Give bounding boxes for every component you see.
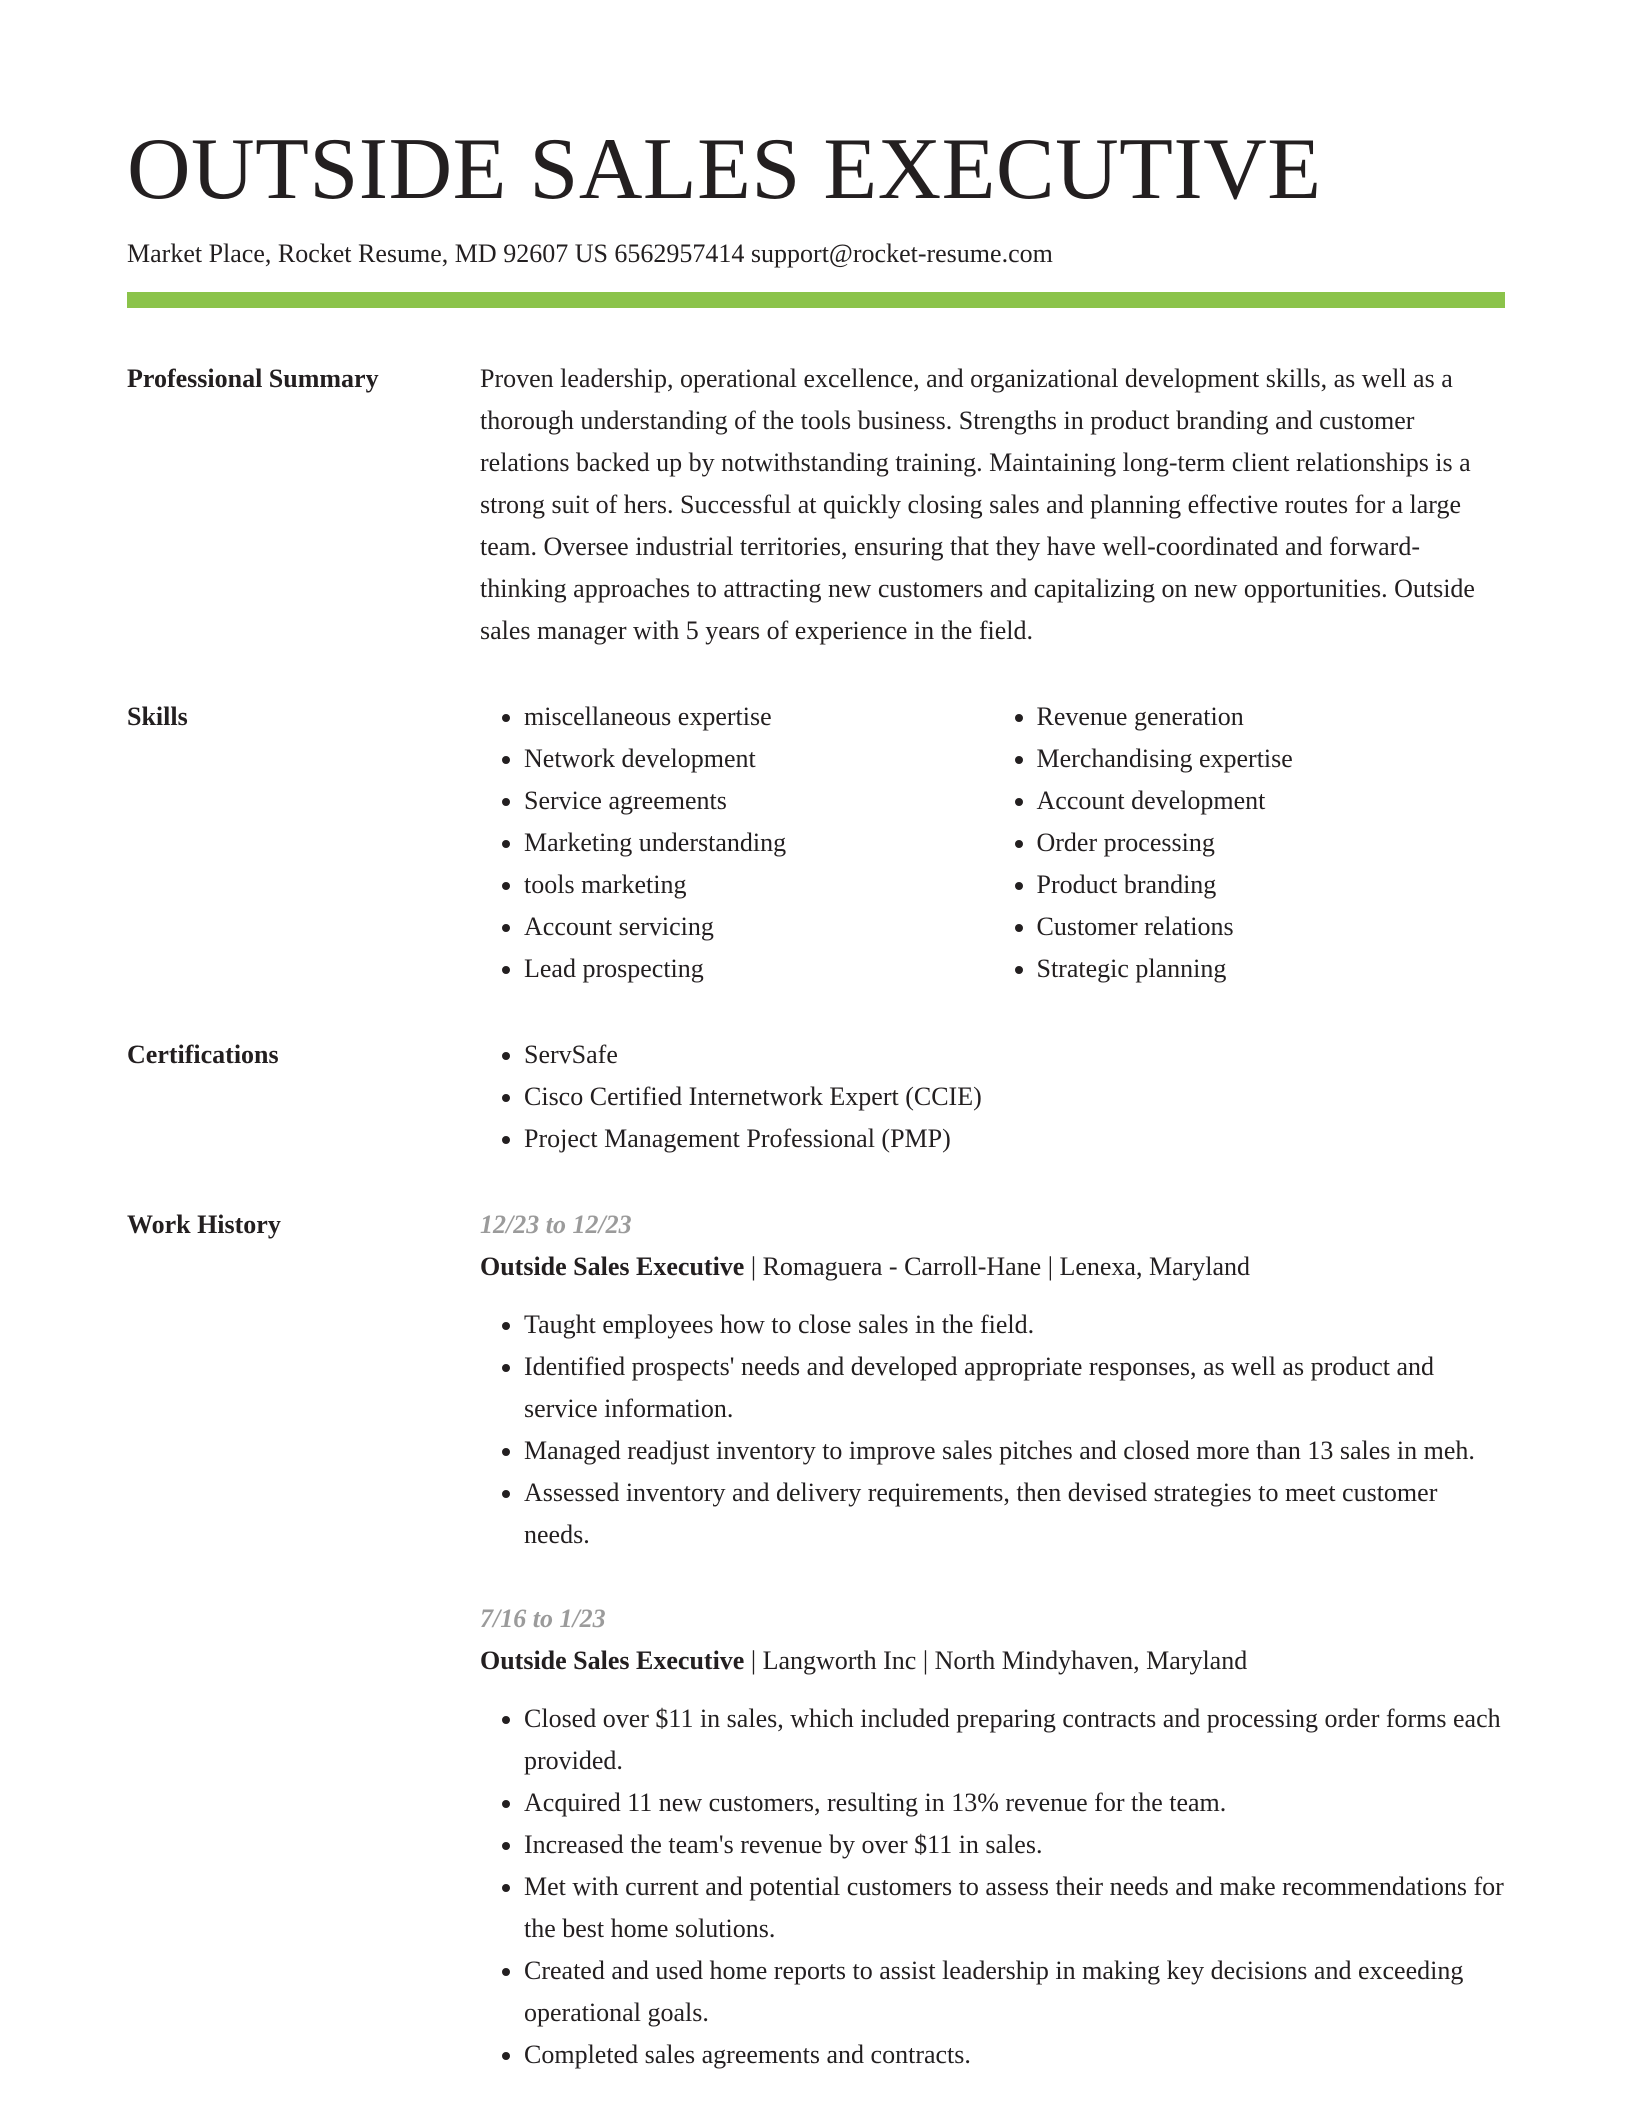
skill-item: • Account servicing [524, 906, 993, 948]
skill-item: • Account development [1037, 780, 1506, 822]
job-bullet: • Managed readjust inventory to improve sales pitches and closed more than 13 sales in meh. [524, 1430, 1505, 1472]
work-history-body [480, 1204, 1505, 2076]
skill-item: • Customer relations [1037, 906, 1506, 948]
job-entry [480, 1598, 1505, 2076]
job-title: Outside Sales Executive [480, 1252, 745, 1281]
skill-item: • Product branding [1037, 864, 1506, 906]
job-bullet: • Taught employees how to close sales in the field. [524, 1304, 1505, 1346]
job-title: Outside Sales Executive [480, 1646, 745, 1675]
job-bullet: • Met with current and potential customers to assess their needs and make recommendations for the best home solutions. [524, 1866, 1505, 1950]
certification-item: • Project Management Professional (PMP) [524, 1118, 1505, 1160]
skill-item: • miscellaneous expertise [524, 696, 993, 738]
skills-list-left [480, 696, 993, 990]
skill-item: • Strategic planning [1037, 948, 1506, 990]
certification-item: • Cisco Certified Internetwork Expert (CCIE) [524, 1076, 1505, 1118]
certifications-section [127, 1034, 1505, 1160]
skill-item: • Lead prospecting [524, 948, 993, 990]
skills-heading: Skills [127, 702, 188, 731]
work-history-heading: Work History [127, 1210, 281, 1239]
skill-item: • Revenue generation [1037, 696, 1506, 738]
skill-item: • Network development [524, 738, 993, 780]
job-dates: 12/23 to 12/23 [480, 1210, 632, 1239]
skill-item: • Order processing [1037, 822, 1506, 864]
job-bullet: • Acquired 11 new customers, resulting in 13% revenue for the team. [524, 1782, 1505, 1824]
job-company: Langworth Inc [762, 1646, 917, 1675]
certifications-body [480, 1034, 1505, 1160]
contact-info: Market Place, Rocket Resume, MD 92607 US 6562957414 support@rocket-resume.com [127, 239, 1053, 268]
resume-name: OUTSIDE SALES EXECUTIVE [127, 121, 1322, 218]
skill-item: • Service agreements [524, 780, 993, 822]
job-bullet: • Identified prospects' needs and developed appropriate responses, as well as product and service information. [524, 1346, 1505, 1430]
job-company: Romaguera - Carroll-Hane [762, 1252, 1042, 1281]
summary-heading: Professional Summary [127, 364, 379, 393]
skill-item: • tools marketing [524, 864, 993, 906]
work-history-section [127, 1204, 1505, 2076]
skill-item: • Marketing understanding [524, 822, 993, 864]
job-bullet: • Assessed inventory and delivery requirements, then devised strategies to meet customer needs. [524, 1472, 1505, 1556]
job-bullet: • Completed sales agreements and contracts. [524, 2034, 1505, 2076]
job-header: Outside Sales Executive | Romaguera - Carroll-Hane | Lenexa, Maryland [480, 1252, 1251, 1281]
certifications-heading: Certifications [127, 1040, 279, 1069]
skills-list-right [993, 696, 1506, 990]
skills-body [480, 696, 1505, 990]
job-bullet: • Closed over $11 in sales, which included preparing contracts and processing order forms each provided. [524, 1698, 1505, 1782]
job-bullets [480, 1304, 1505, 1556]
job-header: Outside Sales Executive | Langworth Inc | North Mindyhaven, Maryland [480, 1646, 1248, 1675]
job-location: North Mindyhaven, Maryland [934, 1646, 1248, 1675]
certification-item: • ServSafe [524, 1034, 1505, 1076]
summary-section [127, 358, 1505, 652]
job-bullets [480, 1698, 1505, 2076]
job-entry [480, 1204, 1505, 1556]
certifications-list [480, 1034, 1505, 1160]
job-bullet: • Increased the team's revenue by over $11 in sales. [524, 1824, 1505, 1866]
header-divider [127, 292, 1505, 308]
job-location: Lenexa, Maryland [1059, 1252, 1251, 1281]
skills-section [127, 696, 1505, 990]
skill-item: • Merchandising expertise [1037, 738, 1506, 780]
summary-body [480, 358, 1505, 652]
job-bullet: • Created and used home reports to assist leadership in making key decisions and exceeding operational goals. [524, 1950, 1505, 2034]
summary-text: Proven leadership, operational excellence, and organizational development skills, as well as a thorough understanding of the tools business. Strengths in product branding and customer relations backed up by notwithstanding training. Maintaining long-term client relationships is a strong suit of hers. Successful at quickly closing sales and planning effective routes for a large team. Oversee industrial territories, ensuring that they have well-coordinated and forward-thinking approaches to attracting new customers and capitalizing on new opportunities. Outside sales manager with 5 years of experience in the field. [480, 364, 1475, 645]
job-dates: 7/16 to 1/23 [480, 1604, 606, 1633]
